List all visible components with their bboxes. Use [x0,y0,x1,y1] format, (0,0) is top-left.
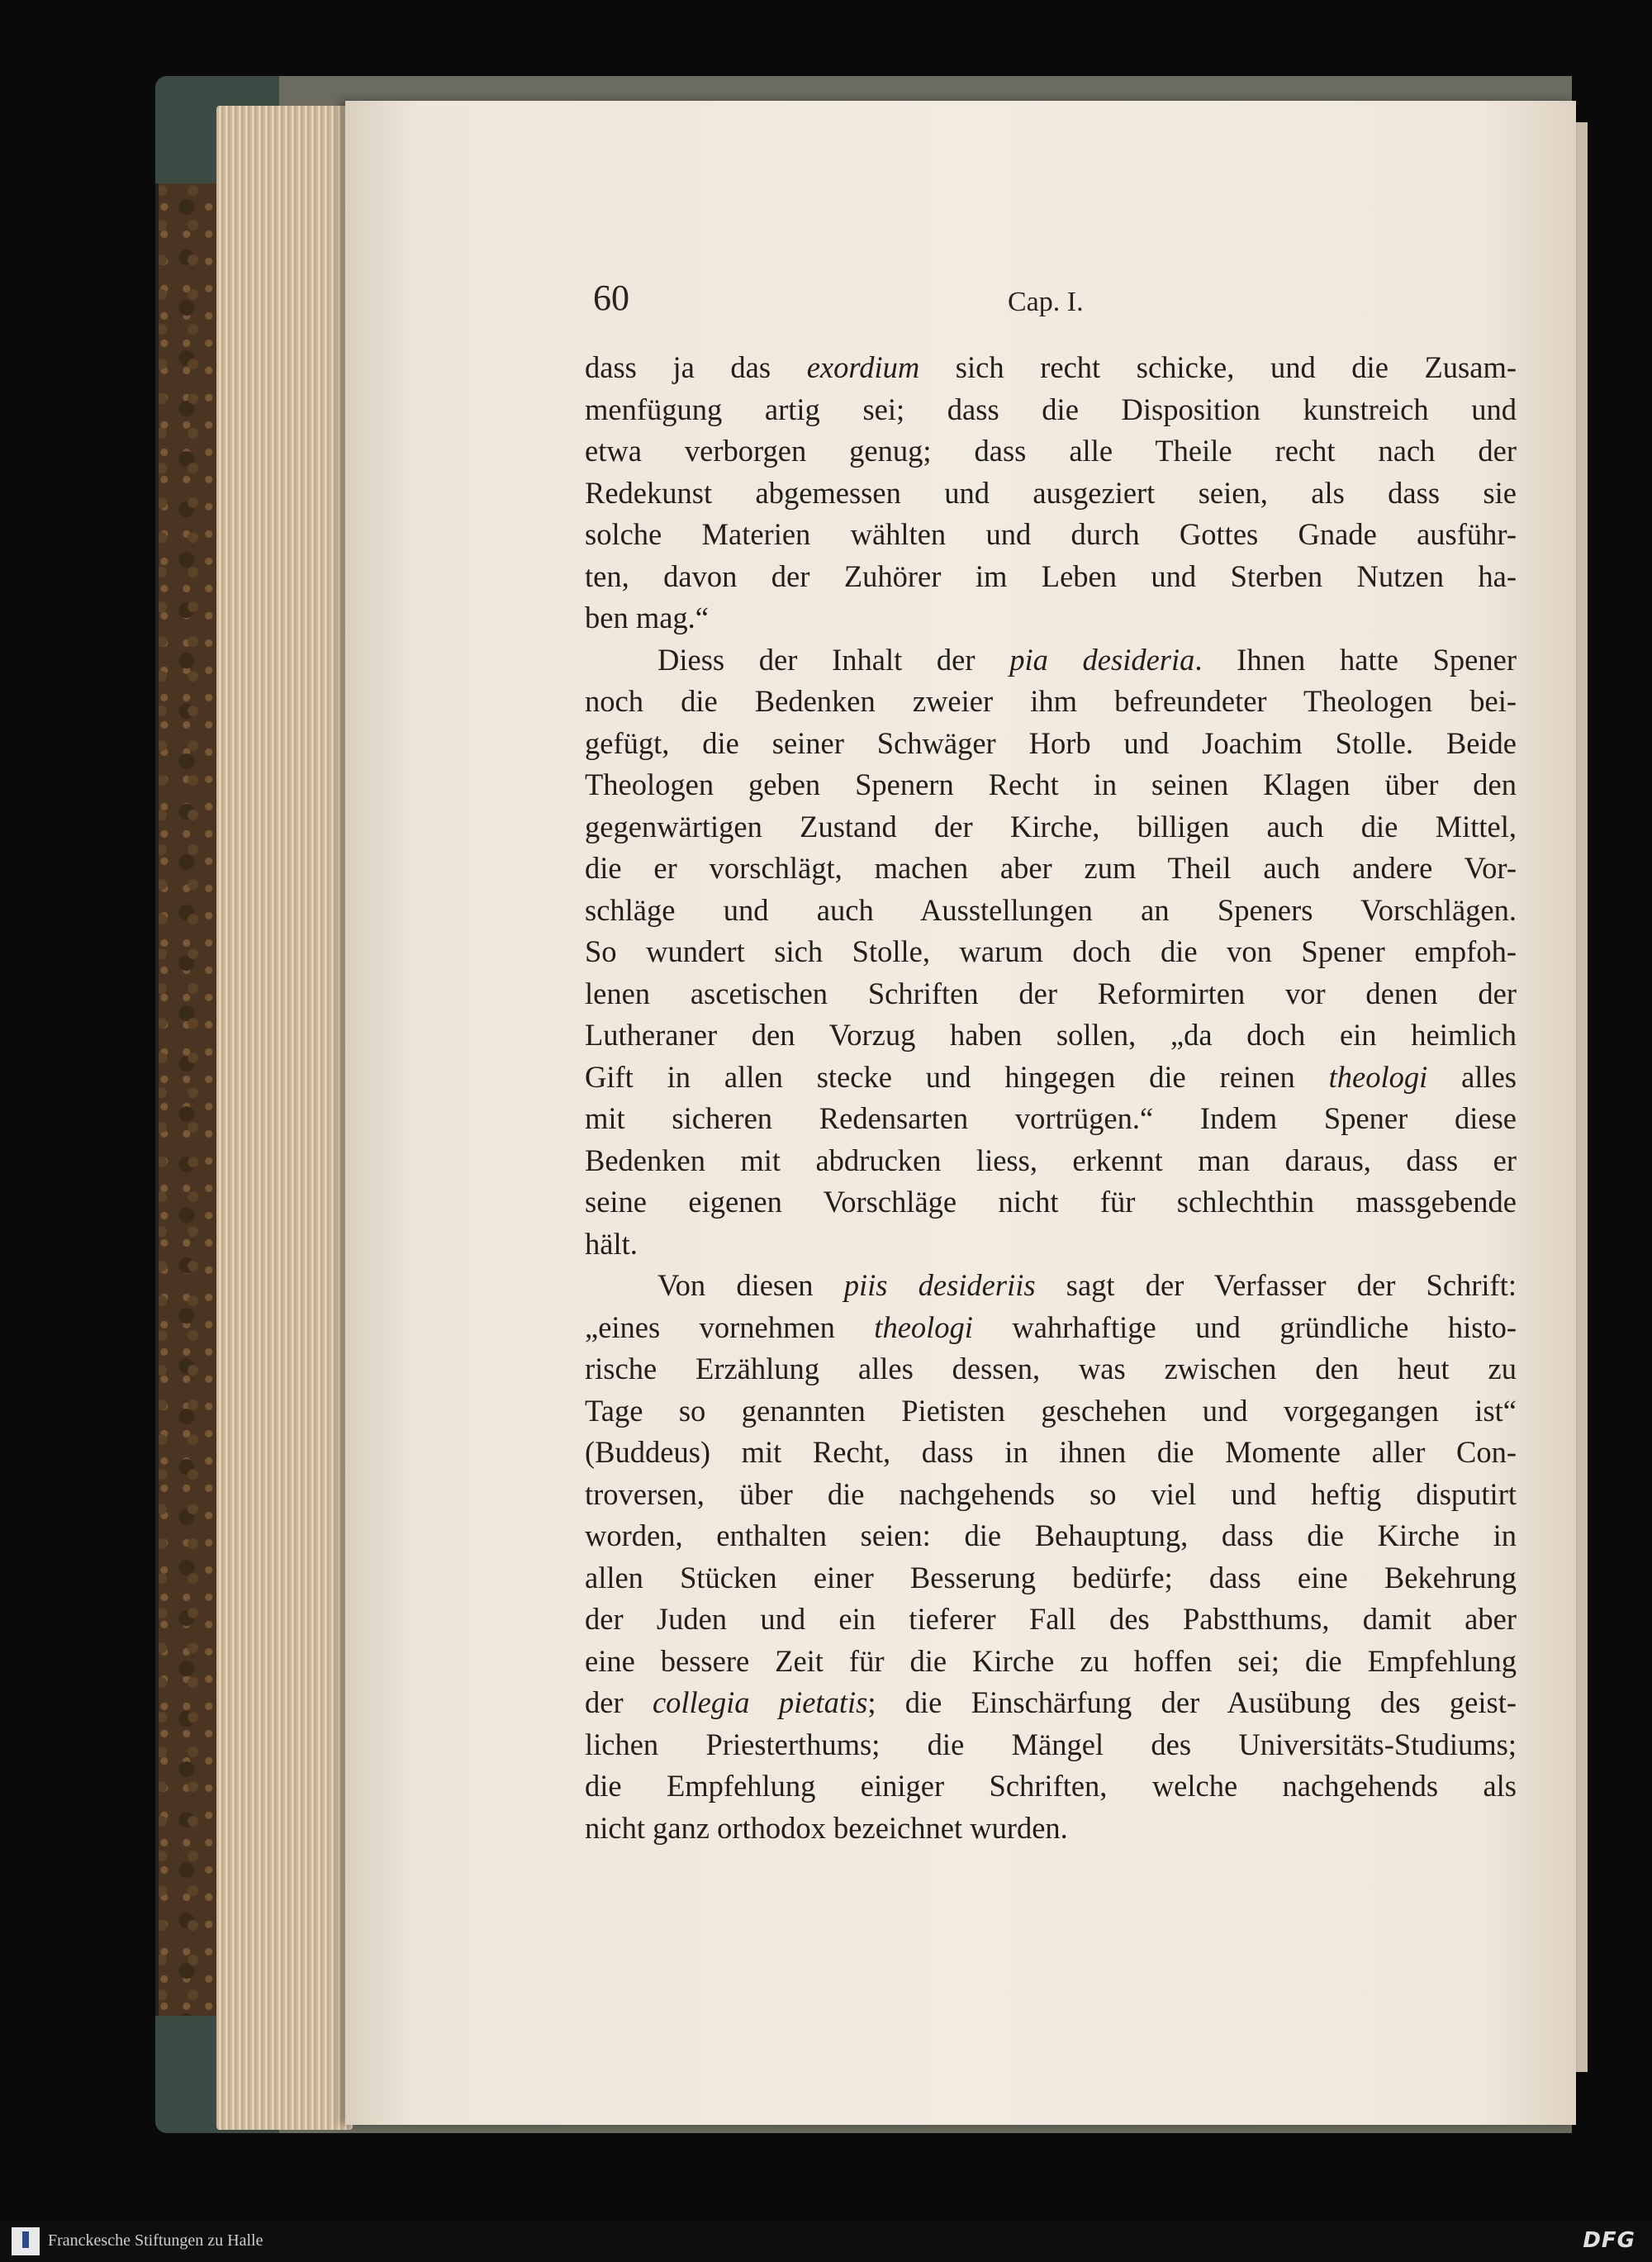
institution-name: Franckesche Stiftungen zu Halle [48,2231,263,2250]
text-line [585,1224,1517,1266]
text-line [585,639,1517,682]
text-line [585,1265,1517,1307]
text-line [585,848,1517,890]
italic-term: pia desideria [1009,642,1195,677]
italic-term: theologi [874,1309,973,1344]
text-segment: hält. [585,1226,638,1261]
text-segment: Redekunst abgemessen und ausgeziert seien, als dass sie [585,475,1517,510]
text-segment: . Ihnen hatte Spener [1194,642,1517,677]
text-segment: eine bessere Zeit für die Kirche zu hoffen sei; die Empfehlung [585,1643,1517,1678]
text-segment: der Juden und ein tieferer Fall des Pabstthums, damit aber [585,1602,1517,1636]
text-line [585,1348,1517,1390]
text-segment: Diess der Inhalt der [657,642,1010,677]
text-line [585,1432,1517,1474]
text-segment: der [585,1685,653,1719]
text-segment: solche Materien wählten und durch Gottes Gnade ausführ- [585,517,1517,551]
italic-term: theologi [1328,1059,1428,1094]
page-block-edges [216,106,353,2130]
running-head [593,277,1518,326]
text-segment: allen Stücken einer Besserung bedürfe; dass eine Bekehrung [585,1560,1517,1594]
text-line [585,723,1517,765]
text-segment: sagt der Verfasser der Schrift: [1035,1268,1517,1302]
text-line [585,514,1517,556]
text-line [585,1307,1517,1349]
text-segment: wahrhaftige und gründliche histo- [972,1309,1517,1344]
text-segment: troversen, über die nachgehends so viel und heftig disputirt [585,1476,1517,1511]
text-line [585,1390,1517,1433]
text-line [585,973,1517,1015]
text-line [585,1057,1517,1099]
footer-bar [0,2221,1652,2262]
text-segment: worden, enthalten seien: die Behauptung, dass die Kirche in [585,1518,1517,1552]
text-line [585,1140,1517,1182]
text-line [585,806,1517,848]
text-segment: mit sicheren Redensarten vortrügen.“ Indem Spener diese [585,1101,1517,1135]
text-segment: Von diesen [657,1268,844,1302]
italic-term: collegia pietatis [652,1685,868,1719]
text-segment: alles [1427,1059,1517,1094]
chapter-heading: Cap. I. [1008,287,1084,317]
text-line [585,681,1517,723]
text-line [585,1515,1517,1557]
text-line [585,931,1517,973]
text-segment: Gift in allen stecke und hingegen die reinen [585,1059,1329,1094]
text-segment: die er vorschlägt, machen aber zum Theil auch andere Vor- [585,851,1517,885]
text-line [585,1098,1517,1140]
text-segment: dass ja das [585,350,807,384]
text-segment: (Buddeus) mit Recht, dass in ihnen die Momente aller Con- [585,1435,1517,1469]
text-line [585,1474,1517,1516]
text-segment: Theologen geben Spenern Recht in seinen Klagen über den [585,767,1517,801]
text-segment: lichen Priesterthums; die Mängel des Universitäts-Studiums; [585,1727,1517,1761]
text-line [585,597,1517,639]
text-line [585,389,1517,431]
text-segment: gegenwärtigen Zustand der Kirche, billigen auch die Mittel, [585,809,1517,843]
text-line [585,1599,1517,1641]
text-segment: die Empfehlung einiger Schriften, welche nachgehends als [585,1769,1517,1803]
text-segment: Lutheraner den Vorzug haben sollen, „da doch ein heimlich [585,1018,1517,1052]
text-line [585,430,1517,473]
text-segment: menfügung artig sei; dass die Disposition kunstreich und [585,392,1517,426]
text-segment: ; die Einschärfung der Ausübung des geist- [867,1685,1517,1719]
text-segment: ben mag.“ [585,601,709,634]
dfg-logo: DFG [1583,2228,1635,2253]
text-segment: etwa verborgen genug; dass alle Theile recht nach der [585,434,1517,468]
italic-term: piis desideriis [843,1268,1036,1302]
text-segment: nicht ganz orthodox bezeichnet wurden. [585,1810,1068,1845]
text-line [585,1181,1517,1224]
institution-logo-icon [12,2227,40,2255]
text-line [585,1724,1517,1766]
text-segment: Tage so genannten Pietisten geschehen und vorgegangen ist“ [585,1393,1517,1428]
text-line [585,890,1517,932]
text-segment: sich recht schicke, und die Zusam- [919,350,1517,384]
text-segment: „eines vornehmen [585,1309,875,1344]
body-text [585,347,1517,1849]
text-segment: rische Erzählung alles dessen, was zwischen den heut zu [585,1352,1517,1385]
text-segment: seine eigenen Vorschläge nicht für schlechthin massgebende [585,1185,1517,1219]
text-segment: lenen ascetischen Schriften der Reformirten vor denen der [585,976,1517,1010]
text-segment: gefügt, die seiner Schwäger Horb und Joachim Stolle. Beide [585,725,1517,760]
text-line [585,1641,1517,1683]
text-line [585,556,1517,598]
text-segment: schläge und auch Ausstellungen an Speners Vorschlägen. [585,892,1517,927]
text-line [585,1682,1517,1724]
text-line [585,347,1517,389]
page-number: 60 [593,278,629,318]
text-line [585,1557,1517,1599]
text-segment: ten, davon der Zuhörer im Leben und Sterben Nutzen ha- [585,558,1517,593]
text-line [585,1808,1517,1850]
text-segment: So wundert sich Stolle, warum doch die von Spener empfoh- [585,934,1517,968]
text-line [585,764,1517,806]
text-line [585,1765,1517,1808]
text-line [585,473,1517,515]
italic-term: exordium [806,350,920,384]
text-segment: Bedenken mit abdrucken liess, erkennt man daraus, dass er [585,1143,1517,1177]
text-segment: noch die Bedenken zweier ihm befreundeter Theologen bei- [585,684,1517,718]
text-line [585,1015,1517,1057]
